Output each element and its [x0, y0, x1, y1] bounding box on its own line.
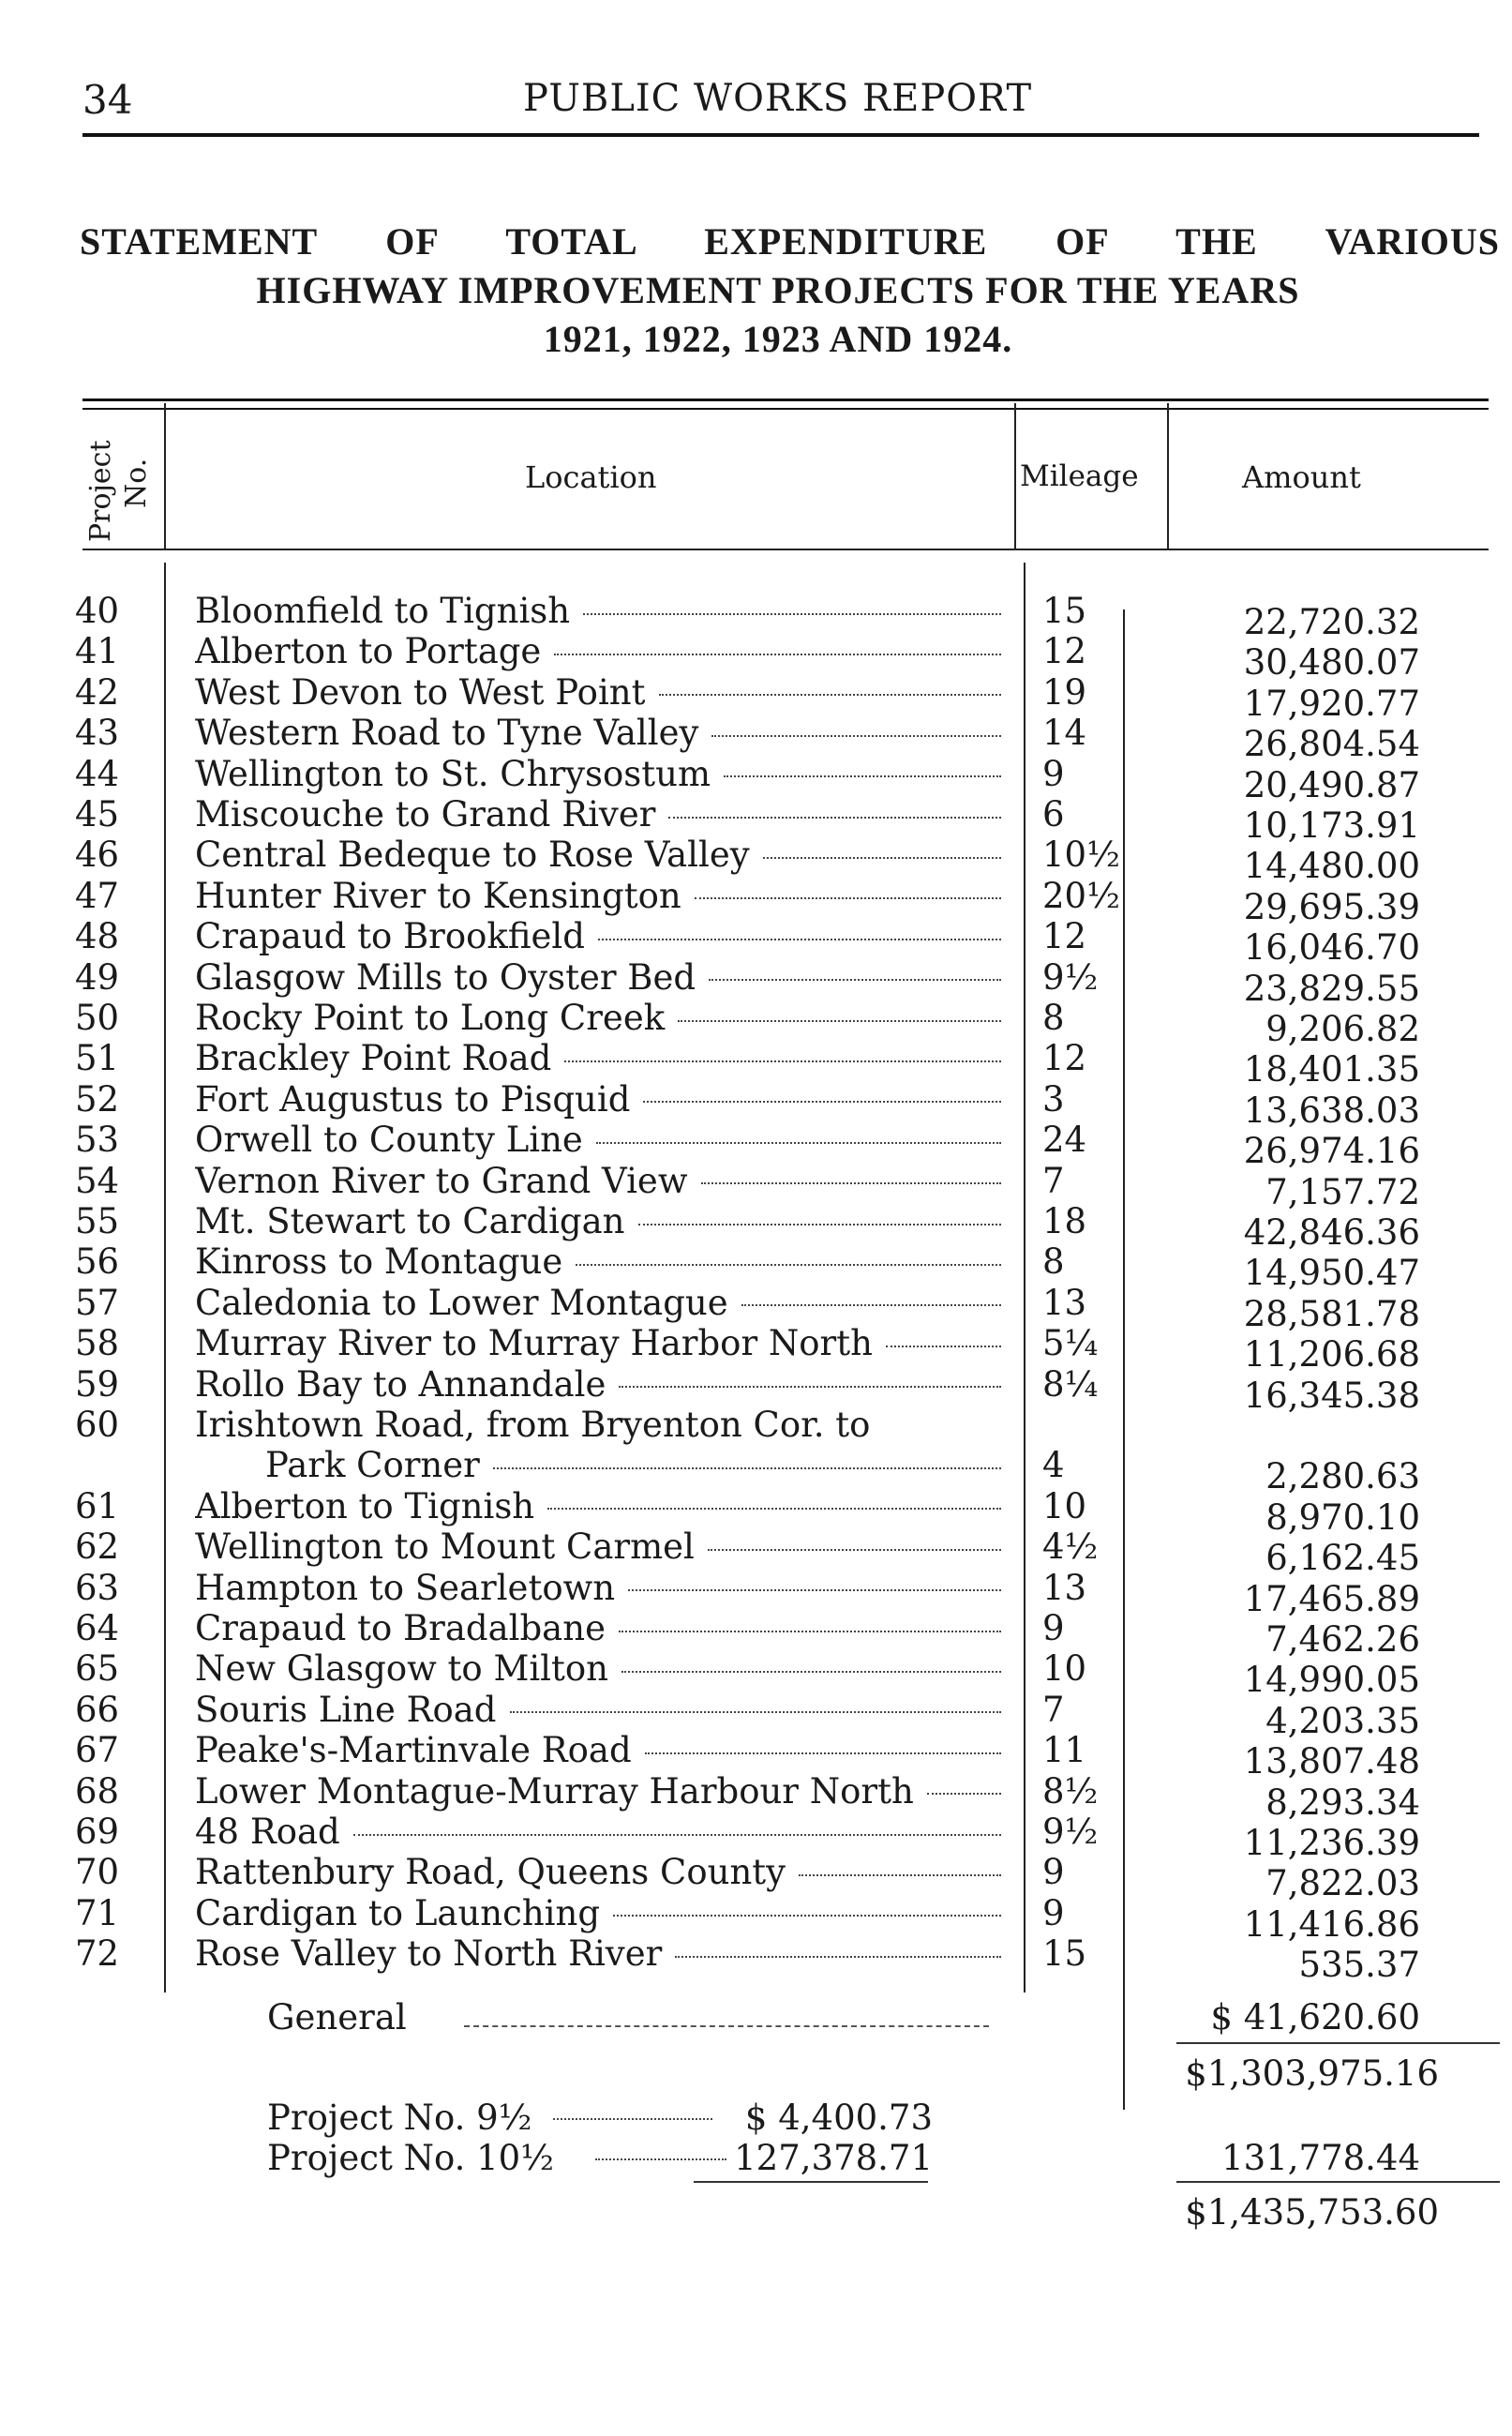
location-cell — [195, 1852, 1010, 1892]
mileage-cell: 8¼ — [1042, 1363, 1099, 1405]
running-head: PUBLIC WORKS REPORT — [523, 77, 1033, 120]
extra-total-amount: 131,778.44 — [1221, 2138, 1420, 2178]
location-text: Hunter River to Kensington — [195, 875, 681, 916]
amount-cell: 13,807.48 — [1243, 1741, 1420, 1782]
amount-cell: 16,345.38 — [1243, 1375, 1420, 1416]
project-number: 57 — [75, 1282, 120, 1323]
dot-leader — [628, 1589, 1001, 1591]
amount-cell: 26,974.16 — [1243, 1131, 1420, 1172]
location-cell — [195, 1893, 1010, 1933]
title-line-1: STATEMENT OF TOTAL EXPENDITURE OF THE VARIOUS — [80, 220, 1500, 263]
column-header-amount: Amount — [1242, 459, 1361, 495]
mileage-cell: 20½ — [1042, 875, 1120, 916]
location-cell — [195, 631, 1010, 671]
amount-cell: 22,720.32 — [1243, 602, 1420, 642]
table-row — [0, 1933, 1512, 1986]
location-cell — [195, 1486, 1010, 1526]
table-row — [0, 1405, 1512, 1445]
location-cell — [195, 916, 1010, 956]
mileage-cell: 5¼ — [1042, 1323, 1099, 1364]
dot-leader — [553, 2118, 712, 2120]
location-text: Orwell to County Line — [195, 1120, 583, 1161]
table-row — [0, 1812, 1512, 1863]
table-row — [0, 1241, 1512, 1294]
location-text: Rocky Point to Long Creek — [195, 998, 666, 1038]
extra-project-amount: 127,378.71 — [734, 2138, 933, 2178]
table-top-rule-2 — [82, 408, 1489, 410]
table-row — [0, 1038, 1512, 1090]
project-number: 53 — [75, 1120, 120, 1161]
location-cell — [195, 754, 1010, 794]
mileage-cell: 13 — [1042, 1567, 1087, 1608]
statement-title — [56, 218, 1500, 364]
amount-cell: 11,206.68 — [1243, 1334, 1420, 1376]
table-row — [0, 1730, 1512, 1782]
project-number: 66 — [75, 1689, 120, 1730]
mileage-cell: 9 — [1042, 1608, 1065, 1648]
amount-cell: 26,804.54 — [1243, 724, 1420, 765]
location-text: Rose Valley to North River — [195, 1933, 663, 1975]
mileage-cell: 10 — [1042, 1648, 1087, 1690]
location-text: Alberton to Portage — [195, 631, 542, 672]
table-row — [0, 998, 1512, 1049]
table-row — [0, 1282, 1512, 1334]
amount-cell: 16,046.70 — [1243, 927, 1420, 969]
column-rule — [1014, 403, 1016, 549]
amount-cell: 6,162.45 — [1265, 1538, 1420, 1579]
location-text: Miscouche to Grand River — [195, 794, 656, 835]
extra-total-rule — [694, 2181, 928, 2183]
extra-project-row — [0, 2138, 1512, 2178]
location-cell — [195, 1771, 1010, 1812]
location-text: Brackley Point Road — [195, 1038, 552, 1079]
project-number: 42 — [75, 671, 120, 713]
location-cell — [195, 1161, 1010, 1201]
table-row — [0, 1608, 1512, 1660]
mileage-cell: 18 — [1042, 1201, 1087, 1241]
project-number: 64 — [75, 1608, 120, 1648]
location-cell — [195, 1120, 1010, 1160]
dot-leader — [678, 1020, 1001, 1022]
table-row — [0, 1120, 1512, 1172]
general-leader — [464, 2025, 989, 2027]
header-rule — [82, 133, 1479, 137]
column-header-mileage: Mileage — [1020, 459, 1139, 493]
mileage-cell: 10½ — [1042, 835, 1120, 876]
project-number: 48 — [75, 916, 120, 957]
location-text: 48 Road — [195, 1812, 340, 1852]
header-bottom-rule — [82, 549, 1489, 550]
table-row — [0, 1201, 1512, 1253]
mileage-cell: 9 — [1042, 1852, 1065, 1893]
table-row — [0, 1485, 1512, 1538]
dot-leader — [724, 775, 1001, 777]
grand-total-amount: $1,435,753.60 — [1185, 2192, 1439, 2233]
mileage-cell: 8½ — [1042, 1770, 1099, 1812]
location-text: Mt. Stewart to Cardigan — [195, 1201, 625, 1241]
location-cell — [195, 1812, 1010, 1852]
table-row — [0, 591, 1512, 642]
project-number: 40 — [75, 591, 120, 631]
title-line-2: HIGHWAY IMPROVEMENT PROJECTS FOR THE YEARS — [256, 269, 1300, 311]
dot-leader — [510, 1711, 1001, 1713]
amount-cell: 7,462.26 — [1265, 1619, 1420, 1660]
location-cell — [195, 1526, 1010, 1567]
amount-cell: 23,829.55 — [1243, 968, 1420, 1009]
table-row — [0, 1445, 1512, 1497]
mileage-cell: 7 — [1042, 1160, 1065, 1201]
amount-cell: 20,490.87 — [1243, 764, 1420, 805]
location-text: Park Corner — [265, 1445, 480, 1486]
location-cell — [195, 713, 1010, 753]
dot-leader — [701, 1182, 1001, 1184]
dot-leader — [493, 1467, 1001, 1469]
location-cell — [195, 1608, 1010, 1648]
location-cell — [195, 1079, 1010, 1120]
column-rule — [164, 403, 166, 549]
amount-cell: 535.37 — [1298, 1945, 1420, 1986]
mileage-cell: 4½ — [1042, 1526, 1099, 1568]
general-amount: $ 41,620.60 — [1210, 1997, 1420, 2038]
project-number: 50 — [75, 998, 120, 1038]
location-text: Rollo Bay to Annandale — [195, 1363, 606, 1405]
location-text: Rattenbury Road, Queens County — [195, 1852, 786, 1893]
amount-cell: 11,236.39 — [1243, 1823, 1420, 1863]
mileage-cell: 13 — [1042, 1282, 1087, 1323]
dot-leader — [708, 1549, 1001, 1551]
amount-cell: 7,157.72 — [1265, 1171, 1420, 1212]
amount-cell: 14,950.47 — [1243, 1253, 1420, 1294]
location-text: New Glasgow to Milton — [195, 1648, 608, 1690]
location-text: Alberton to Tignish — [195, 1485, 535, 1526]
location-text: Irishtown Road, from Bryenton Cor. to — [195, 1405, 871, 1445]
location-cell — [195, 1730, 1010, 1770]
dot-leader — [613, 1915, 1001, 1917]
table-row — [0, 1526, 1512, 1579]
table-row — [0, 1363, 1512, 1416]
project-number: 70 — [75, 1852, 120, 1893]
amount-cell: 13,638.03 — [1243, 1090, 1420, 1131]
location-cell — [195, 1445, 1010, 1485]
project-number: 61 — [75, 1485, 120, 1526]
mileage-cell: 12 — [1042, 916, 1087, 957]
mileage-cell: 12 — [1042, 631, 1087, 672]
location-cell — [195, 835, 1010, 875]
project-number: 49 — [75, 956, 120, 998]
project-number: 71 — [75, 1892, 120, 1933]
dot-leader — [709, 979, 1001, 981]
location-cell — [195, 1648, 1010, 1689]
project-number: 44 — [75, 753, 120, 794]
project-number: 65 — [75, 1648, 120, 1690]
project-number: 55 — [75, 1201, 120, 1241]
amount-cell: 10,173.91 — [1243, 805, 1420, 846]
location-cell — [195, 1241, 1010, 1282]
amount-cell: 28,581.78 — [1243, 1293, 1420, 1334]
location-cell — [195, 591, 1010, 631]
extra-project-row — [0, 2098, 1512, 2138]
dot-leader — [927, 1793, 1001, 1795]
location-text: Bloomfield to Tignish — [195, 591, 571, 631]
mileage-cell: 10 — [1042, 1485, 1087, 1526]
project-number: 45 — [75, 794, 120, 835]
table-row — [0, 1770, 1512, 1823]
subtotal-rule — [1176, 2042, 1500, 2044]
page-number: 34 — [82, 77, 133, 123]
column-header-project-no: Project No. — [84, 440, 153, 542]
table-row — [0, 875, 1512, 927]
column-header-location: Location — [525, 459, 657, 495]
table-row — [0, 794, 1512, 846]
dot-leader — [645, 1752, 1001, 1754]
amount-cell: 7,822.03 — [1265, 1863, 1420, 1904]
dot-leader — [353, 1834, 1001, 1836]
table-row — [0, 1892, 1512, 1945]
table-row — [0, 1078, 1512, 1131]
amount-cell: 29,695.39 — [1243, 886, 1420, 927]
amount-cell: 18,401.35 — [1243, 1049, 1420, 1090]
project-number: 56 — [75, 1241, 120, 1283]
mileage-cell: 15 — [1042, 591, 1087, 631]
mileage-cell: 6 — [1042, 794, 1065, 835]
amount-cell: 8,293.34 — [1265, 1782, 1420, 1823]
table-row — [0, 671, 1512, 724]
location-cell — [195, 1690, 1010, 1730]
mileage-cell: 19 — [1042, 671, 1087, 713]
dot-leader — [547, 1508, 1001, 1510]
project-number: 63 — [75, 1567, 120, 1608]
dot-leader — [621, 1671, 1001, 1673]
location-text: Western Road to Tyne Valley — [195, 713, 699, 754]
dot-leader — [659, 694, 1001, 696]
table-row — [0, 1567, 1512, 1619]
table-row — [0, 1689, 1512, 1741]
project-number: 46 — [75, 835, 120, 876]
location-text: Vernon River to Grand View — [195, 1160, 688, 1201]
table-top-rule — [82, 398, 1489, 401]
project-number: 52 — [75, 1078, 120, 1120]
location-text: Central Bedeque to Rose Valley — [195, 835, 750, 876]
dot-leader — [711, 735, 1001, 737]
amount-cell: 30,480.07 — [1243, 642, 1420, 684]
location-text: Hampton to Searletown — [195, 1567, 616, 1608]
project-number: 62 — [75, 1526, 120, 1568]
table-row — [0, 1323, 1512, 1376]
table-row — [0, 713, 1512, 765]
location-cell — [195, 1323, 1010, 1363]
location-text: Fort Augustus to Pisquid — [195, 1078, 631, 1120]
location-text: Caledonia to Lower Montague — [195, 1282, 728, 1323]
location-text: Murray River to Murray Harbor North — [195, 1323, 873, 1364]
mileage-cell: 9½ — [1042, 1812, 1099, 1852]
project-number: 47 — [75, 875, 120, 916]
location-cell — [195, 876, 1010, 916]
dot-leader — [695, 897, 1001, 899]
table-row — [0, 1648, 1512, 1701]
project-number: 58 — [75, 1323, 120, 1364]
mileage-cell: 14 — [1042, 713, 1087, 754]
mileage-cell: 4 — [1042, 1445, 1065, 1486]
amount-cell: 8,970.10 — [1265, 1496, 1420, 1538]
location-cell — [195, 1364, 1010, 1405]
general-row — [0, 1997, 1512, 2038]
mileage-cell: 8 — [1042, 1241, 1065, 1283]
table-row — [0, 916, 1512, 969]
dot-leader — [741, 1304, 1001, 1306]
table-row — [0, 753, 1512, 805]
location-cell — [195, 1038, 1010, 1078]
mileage-cell: 8 — [1042, 998, 1065, 1038]
location-cell — [195, 998, 1010, 1038]
dot-leader — [886, 1346, 1001, 1347]
amount-cell: 42,846.36 — [1243, 1212, 1420, 1253]
dot-leader — [763, 857, 1001, 859]
location-cell — [195, 957, 1010, 998]
table-row — [0, 1852, 1512, 1904]
location-text: Peake's-Martinvale Road — [195, 1730, 632, 1771]
mileage-cell: 15 — [1042, 1933, 1087, 1975]
dot-leader — [583, 613, 1001, 615]
table-row — [0, 1160, 1512, 1212]
location-text: Cardigan to Launching — [195, 1892, 601, 1933]
location-text: Glasgow Mills to Oyster Bed — [195, 956, 696, 998]
location-text: Crapaud to Bradalbane — [195, 1608, 606, 1648]
project-number: 67 — [75, 1730, 120, 1771]
location-text: Wellington to St. Chrysostum — [195, 753, 711, 794]
location-text: Souris Line Road — [195, 1689, 497, 1730]
mileage-cell: 9 — [1042, 753, 1065, 794]
project-number: 54 — [75, 1160, 120, 1201]
mileage-cell: 3 — [1042, 1078, 1065, 1120]
location-text: Lower Montague-Murray Harbour North — [195, 1770, 914, 1812]
mileage-cell: 12 — [1042, 1038, 1087, 1079]
location-cell — [195, 1568, 1010, 1608]
dot-leader — [598, 939, 1001, 940]
dot-leader — [799, 1874, 1001, 1876]
title-line-3: 1921, 1922, 1923 AND 1924. — [543, 318, 1013, 360]
mileage-cell: 9½ — [1042, 956, 1099, 998]
subtotal-amount: $1,303,975.16 — [1185, 2053, 1439, 2094]
location-text: Kinross to Montague — [195, 1241, 563, 1283]
amount-cell: 14,990.05 — [1243, 1660, 1420, 1701]
project-number: 51 — [75, 1038, 120, 1079]
dot-leader — [638, 1224, 1001, 1226]
location-cell — [195, 1201, 1010, 1241]
amount-cell: 11,416.86 — [1243, 1903, 1420, 1945]
dot-leader — [576, 1264, 1001, 1266]
mileage-cell: 7 — [1042, 1689, 1065, 1730]
extra-project-label: Project No. 9½ — [267, 2098, 532, 2138]
extra-project-amount: $ 4,400.73 — [744, 2098, 933, 2138]
project-number: 68 — [75, 1770, 120, 1812]
mileage-cell: 11 — [1042, 1730, 1087, 1771]
table-row — [0, 631, 1512, 684]
dot-leader — [619, 1386, 1001, 1388]
project-number: 41 — [75, 631, 120, 672]
amount-cell: 17,920.77 — [1243, 683, 1420, 724]
table-row — [0, 956, 1512, 1009]
project-number: 59 — [75, 1363, 120, 1405]
dot-leader — [564, 1060, 1001, 1062]
dot-leader — [595, 2158, 726, 2160]
dot-leader — [668, 817, 1001, 819]
location-cell — [195, 1283, 1010, 1323]
dot-leader — [643, 1101, 1001, 1103]
general-label: General — [267, 1997, 407, 2038]
project-number: 60 — [75, 1405, 120, 1445]
mileage-cell: 24 — [1042, 1120, 1087, 1161]
subtotal-row — [0, 2053, 1512, 2094]
location-text: Crapaud to Brookfield — [195, 916, 585, 957]
mileage-cell: 9 — [1042, 1892, 1065, 1933]
project-number: 72 — [75, 1933, 120, 1975]
dot-leader — [596, 1142, 1001, 1144]
location-cell — [195, 1933, 1010, 1974]
location-text: Wellington to Mount Carmel — [195, 1526, 695, 1568]
project-number: 69 — [75, 1812, 120, 1852]
amount-cell: 4,203.35 — [1265, 1700, 1420, 1741]
location-cell — [195, 1405, 1010, 1445]
column-rule — [1167, 403, 1169, 549]
location-cell — [195, 794, 1010, 835]
table-row — [0, 835, 1512, 887]
amount-cell: 14,480.00 — [1243, 846, 1420, 887]
grand-total-row — [0, 2192, 1512, 2233]
dot-leader — [675, 1956, 1001, 1958]
location-cell — [195, 672, 1010, 713]
location-text: West Devon to West Point — [195, 671, 646, 713]
project-number: 43 — [75, 713, 120, 754]
running-header — [82, 77, 1475, 133]
dot-leader — [554, 654, 1001, 655]
grand-total-rule — [1176, 2181, 1500, 2183]
amount-cell: 17,465.89 — [1243, 1578, 1420, 1619]
amount-cell: 2,280.63 — [1265, 1456, 1420, 1497]
amount-cell: 9,206.82 — [1265, 1009, 1420, 1049]
extra-project-label: Project No. 10½ — [267, 2138, 555, 2178]
dot-leader — [619, 1631, 1001, 1632]
